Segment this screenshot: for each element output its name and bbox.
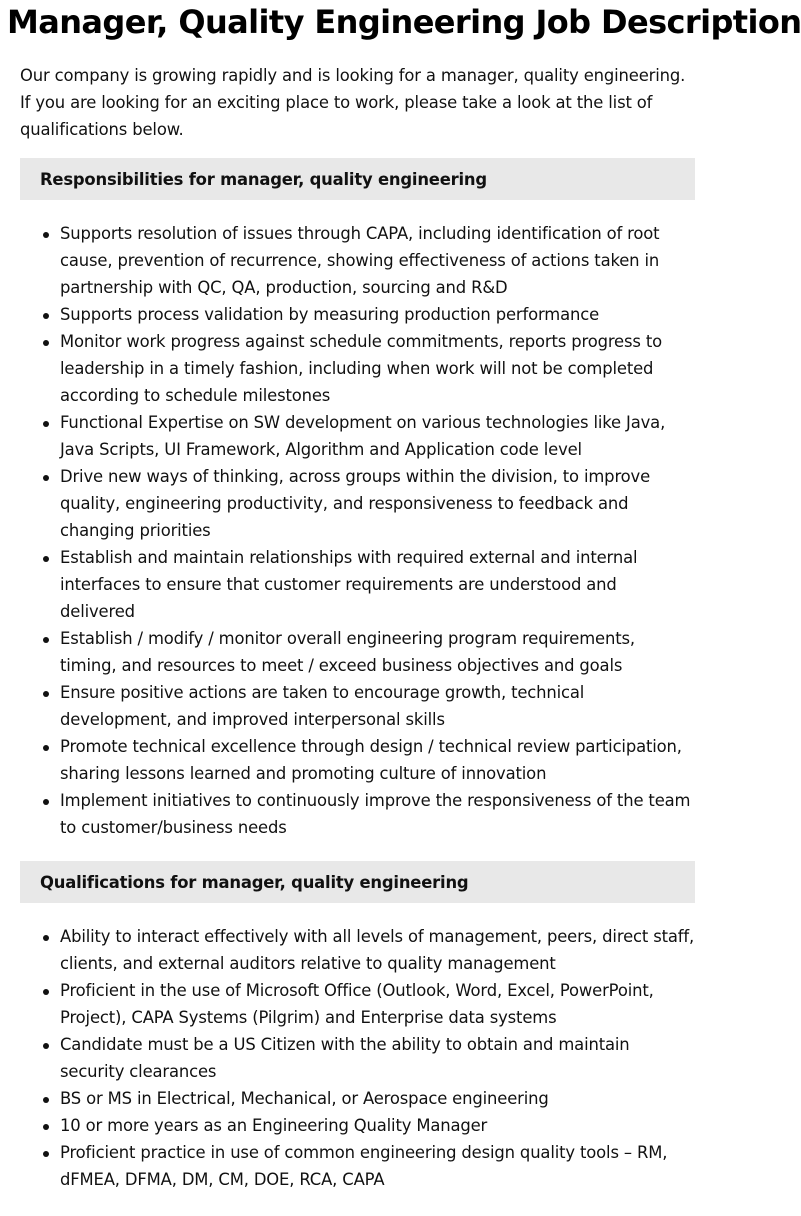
list-item: Ensure positive actions are taken to encourage growth, technical development, and improved interpersonal skills xyxy=(60,679,695,733)
responsibilities-heading: Responsibilities for manager, quality engineering xyxy=(20,158,695,200)
list-item: Monitor work progress against schedule commitments, reports progress to leadership in a timely fashion, including when work will not be completed according to schedule milestones xyxy=(60,328,695,409)
list-item: Proficient in the use of Microsoft Office (Outlook, Word, Excel, PowerPoint, Project), CAPA Systems (Pilgrim) and Enterprise data systems xyxy=(60,977,695,1031)
list-item: Candidate must be a US Citizen with the ability to obtain and maintain security clearances xyxy=(60,1031,695,1085)
list-item: Ability to interact effectively with all levels of management, peers, direct staff, clients, and external auditors relative to quality management xyxy=(60,923,695,977)
list-item: Functional Expertise on SW development on various technologies like Java, Java Scripts, UI Framework, Algorithm and Application code level xyxy=(60,409,695,463)
page-title: Manager, Quality Engineering Job Description xyxy=(7,3,801,41)
list-item: Promote technical excellence through design / technical review participation, sharing lessons learned and promoting culture of innovation xyxy=(60,733,695,787)
list-item: BS or MS in Electrical, Mechanical, or Aerospace engineering xyxy=(60,1085,695,1112)
list-item: Supports resolution of issues through CAPA, including identification of root cause, prevention of recurrence, showing effectiveness of actions taken in partnership with QC, QA, production, sourcing and R&D xyxy=(60,220,695,301)
list-item: Supports process validation by measuring production performance xyxy=(60,301,695,328)
job-description-body xyxy=(0,42,720,1193)
list-item: 10 or more years as an Engineering Quality Manager xyxy=(60,1112,695,1139)
list-item: Establish and maintain relationships with required external and internal interfaces to ensure that customer requirements are understood and delivered xyxy=(60,544,695,625)
list-item: Establish / modify / monitor overall engineering program requirements, timing, and resources to meet / exceed business objectives and goals xyxy=(60,625,695,679)
responsibilities-list xyxy=(20,200,695,841)
list-item: Drive new ways of thinking, across groups within the division, to improve quality, engineering productivity, and responsiveness to feedback and changing priorities xyxy=(60,463,695,544)
list-item: Proficient practice in use of common engineering design quality tools – RM, dFMEA, DFMA, DM, CM, DOE, RCA, CAPA xyxy=(60,1139,695,1193)
qualifications-list xyxy=(20,903,695,1193)
qualifications-heading: Qualifications for manager, quality engineering xyxy=(20,861,695,903)
intro-paragraph: Our company is growing rapidly and is looking for a manager, quality engineering. If you are looking for an exciting place to work, please take a look at the list of qualifications below. xyxy=(20,66,686,139)
list-item: Implement initiatives to continuously improve the responsiveness of the team to customer/business needs xyxy=(60,787,695,841)
